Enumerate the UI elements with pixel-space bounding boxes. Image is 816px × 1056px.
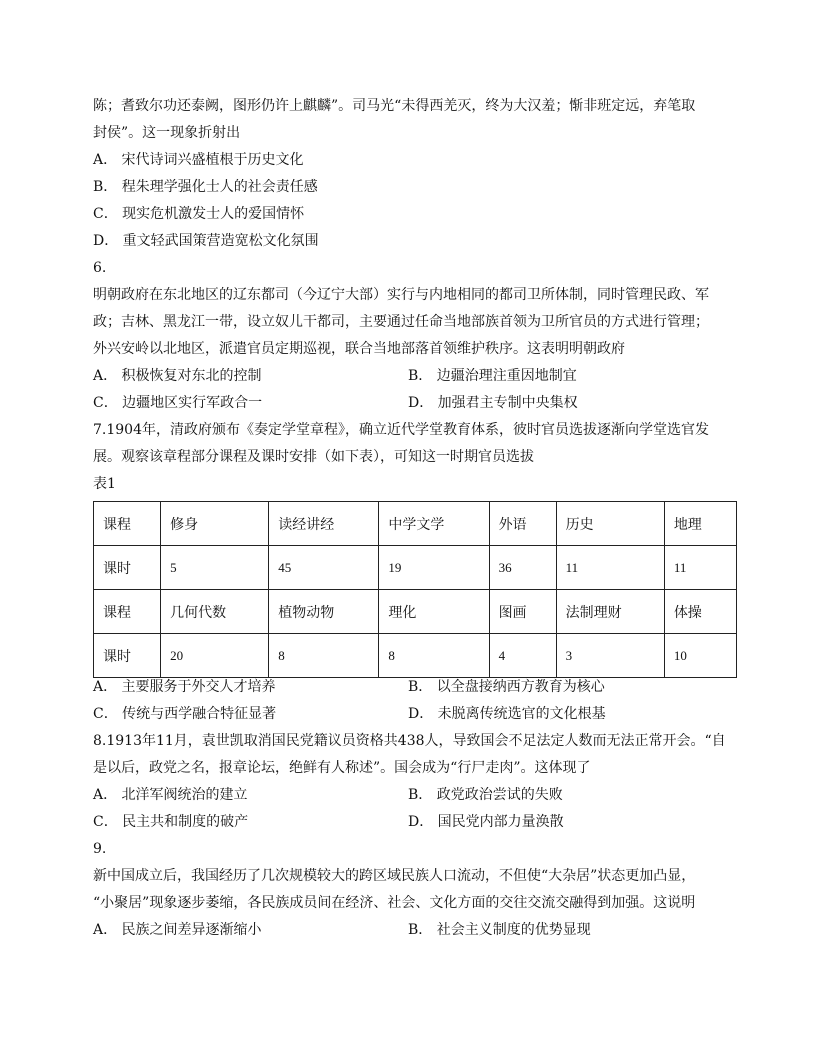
q9-options-row xyxy=(93,917,743,944)
q6-stem-line: 外兴安岭以北地区，派遣官员定期巡视，联合当地部落首领维护秩序。这表明明朝政府 xyxy=(93,341,625,357)
q9-option-a: A． 民族之间差异逐渐缩小 xyxy=(93,922,262,938)
q8-option-d: D． 国民党内部力量涣散 xyxy=(408,814,564,830)
document-body-continued xyxy=(93,674,743,944)
table-cell: 图画 xyxy=(489,590,556,634)
passage-line: 封侯”。这一现象折射出 xyxy=(93,125,241,141)
table-cell: 课时 xyxy=(94,546,161,590)
q6-number: 6. xyxy=(93,260,107,276)
q6-options-row xyxy=(93,363,743,390)
table-cell: 理化 xyxy=(379,590,489,634)
table-cell: 历史 xyxy=(556,502,664,546)
q9-stem-line: “小聚居”现象逐步萎缩，各民族成员间在经济、社会、文化方面的交往交流交融得到加强。这说明 xyxy=(93,895,696,911)
table-cell: 地理 xyxy=(664,502,736,546)
table-cell: 植物动物 xyxy=(269,590,379,634)
q6-option-d: D． 加强君主专制中央集权 xyxy=(408,395,578,411)
curriculum-table xyxy=(93,501,737,678)
q9-number: 9. xyxy=(93,841,107,857)
q8-option-c: C． 民主共和制度的破产 xyxy=(93,814,249,830)
q8-option-a: A． 北洋军阀统治的建立 xyxy=(93,787,248,803)
q5-option-d: D． 重文轻武国策营造宽松文化氛围 xyxy=(93,233,319,249)
q6-stem-line: 明朝政府在东北地区的辽东都司（今辽宁大部）实行与内地相同的都司卫所体制，同时管理民政、军 xyxy=(93,287,709,303)
q7-options-row xyxy=(93,701,743,728)
q8-stem-line: 是以后，政党之名，报章论坛，绝鲜有人称述”。国会成为“行尸走肉”。这体现了 xyxy=(93,760,591,776)
q7-stem-line: 展。观察该章程部分课程及课时安排（如下表），可知这一时期官员选拔 xyxy=(93,449,534,465)
table-cell: 体操 xyxy=(664,590,736,634)
table-label: 表1 xyxy=(93,476,116,492)
table-cell: 19 xyxy=(379,546,489,590)
table-cell: 修身 xyxy=(161,502,269,546)
table-cell: 课时 xyxy=(94,634,161,678)
table-cell: 外语 xyxy=(489,502,556,546)
q9-stem-line: 新中国成立后，我国经历了几次规模较大的跨区域民族人口流动，不但使“大杂居”状态更加凸显， xyxy=(93,868,696,884)
table-row xyxy=(94,590,737,634)
table-cell: 45 xyxy=(269,546,379,590)
table-cell: 36 xyxy=(489,546,556,590)
table-cell: 11 xyxy=(664,546,736,590)
q7-option-d: D． 未脱离传统选官的文化根基 xyxy=(408,706,606,722)
table-cell: 4 xyxy=(489,634,556,678)
q5-option-a: A． 宋代诗词兴盛植根于历史文化 xyxy=(93,152,304,168)
table-row xyxy=(94,502,737,546)
table-cell: 8 xyxy=(379,634,489,678)
table-row xyxy=(94,546,737,590)
table-cell: 10 xyxy=(664,634,736,678)
q6-option-b: B． 边疆治理注重因地制宜 xyxy=(408,368,577,384)
table-cell: 法制理财 xyxy=(556,590,664,634)
table-cell: 8 xyxy=(269,634,379,678)
q8-option-b: B． 政党政治尝试的失败 xyxy=(408,787,563,803)
table-cell: 课程 xyxy=(94,502,161,546)
table-cell: 3 xyxy=(556,634,664,678)
q8-options-row xyxy=(93,782,743,809)
table-row xyxy=(94,634,737,678)
q7-option-c: C． 传统与西学融合特征显著 xyxy=(93,706,277,722)
table-cell: 20 xyxy=(161,634,269,678)
q6-options-row xyxy=(93,390,743,417)
document-body xyxy=(93,93,743,498)
table-cell: 读经讲经 xyxy=(269,502,379,546)
q6-option-a: A． 积极恢复对东北的控制 xyxy=(93,368,262,384)
q6-stem-line: 政；吉林、黑龙江一带，设立奴儿干都司，主要通过任命当地部族首领为卫所官员的方式进行管理； xyxy=(93,314,709,330)
q7-stem-line: 7.1904年，清政府颁布《奏定学堂章程》，确立近代学堂教育体系，彼时官员选拔逐渐向学堂选官发 xyxy=(93,422,709,438)
q7-options-row xyxy=(93,674,743,701)
table-cell: 中学文学 xyxy=(379,502,489,546)
q5-option-c: C． 现实危机激发士人的爱国情怀 xyxy=(93,206,305,222)
q8-stem-line: 8.1913年11月，袁世凯取消国民党籍议员资格共438人，导致国会不足法定人数而无法正常开会。“自 xyxy=(93,733,726,749)
table-cell: 课程 xyxy=(94,590,161,634)
table-cell: 5 xyxy=(161,546,269,590)
q7-option-b: B． 以全盘接纳西方教育为核心 xyxy=(408,679,605,695)
q9-option-b: B． 社会主义制度的优势显现 xyxy=(408,922,591,938)
q8-options-row xyxy=(93,809,743,836)
q6-option-c: C． 边疆地区实行军政合一 xyxy=(93,395,263,411)
q7-option-a: A． 主要服务于外交人才培养 xyxy=(93,679,276,695)
table-cell: 11 xyxy=(556,546,664,590)
q5-option-b: B． 程朱理学强化士人的社会责任感 xyxy=(93,179,318,195)
table-cell: 几何代数 xyxy=(161,590,269,634)
passage-line: 陈；耆致尔功还泰阙，图形仍许上麒麟”。司马光“未得西羌灭，终为大汉羞；惭非班定远，弃笔取 xyxy=(93,98,696,114)
